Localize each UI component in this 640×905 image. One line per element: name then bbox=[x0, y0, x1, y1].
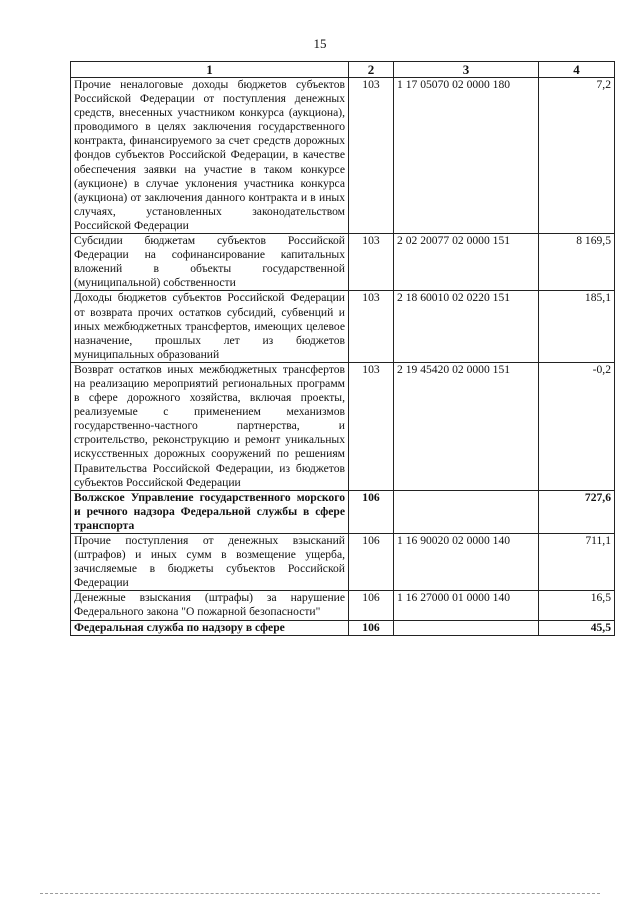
amount: 711,1 bbox=[539, 534, 615, 591]
revenue-name: Денежные взыскания (штрафы) за нарушение Федерального закона "О пожарной безопасности" bbox=[71, 591, 349, 620]
admin-code: 103 bbox=[349, 291, 394, 362]
admin-code: 106 bbox=[349, 620, 394, 635]
column-header-2: 2 bbox=[349, 62, 394, 78]
amount: 45,5 bbox=[539, 620, 615, 635]
table-row bbox=[71, 591, 615, 620]
revenue-name: Субсидии бюджетам субъектов Российской Федерации на софинансирование капитальных вложений в объекты государственной (муниципальной) собственности bbox=[71, 234, 349, 291]
budget-classification-code: 2 02 20077 02 0000 151 bbox=[394, 234, 539, 291]
amount: -0,2 bbox=[539, 362, 615, 490]
scan-footer-rule bbox=[40, 893, 600, 894]
budget-classification-code bbox=[394, 490, 539, 533]
column-header-4: 4 bbox=[539, 62, 615, 78]
column-header-3: 3 bbox=[394, 62, 539, 78]
revenue-name: Возврат остатков иных межбюджетных трансфертов на реализацию мероприятий региональных программ в сфере дорожного хозяйства, включая проекты, реализуемые с применением механизмов государственно-частного партнерства, и строительство, реконструкцию и ремонт уникальных искусственных дорожных сооружений по решениям Правительства Российской Федерации, из бюджетов субъектов Российской Федерации bbox=[71, 362, 349, 490]
revenue-name: Федеральная служба по надзору в сфере bbox=[71, 620, 349, 635]
admin-code: 103 bbox=[349, 234, 394, 291]
page-number: 15 bbox=[313, 36, 327, 51]
budget-classification-code: 2 19 45420 02 0000 151 bbox=[394, 362, 539, 490]
table-row bbox=[71, 362, 615, 490]
budget-classification-code: 1 16 27000 01 0000 140 bbox=[394, 591, 539, 620]
budget-classification-code bbox=[394, 620, 539, 635]
table-row bbox=[71, 234, 615, 291]
table-row bbox=[71, 534, 615, 591]
budget-classification-code: 2 18 60010 02 0220 151 bbox=[394, 291, 539, 362]
table-row bbox=[71, 291, 615, 362]
admin-code: 106 bbox=[349, 490, 394, 533]
revenue-name: Волжское Управление государственного морского и речного надзора Федеральной службы в сфере транспорта bbox=[71, 490, 349, 533]
column-header-1: 1 bbox=[71, 62, 349, 78]
amount: 7,2 bbox=[539, 78, 615, 234]
revenue-name: Доходы бюджетов субъектов Российской Федерации от возврата прочих остатков субсидий, субвенций и иных межбюджетных трансфертов, имеющих целевое назначение, прошлых лет из бюджетов муниципальных образований bbox=[71, 291, 349, 362]
revenue-table bbox=[70, 61, 615, 636]
admin-code: 103 bbox=[349, 78, 394, 234]
admin-code: 106 bbox=[349, 591, 394, 620]
table-row bbox=[71, 78, 615, 234]
admin-code: 103 bbox=[349, 362, 394, 490]
budget-classification-code: 1 17 05070 02 0000 180 bbox=[394, 78, 539, 234]
revenue-name: Прочие неналоговые доходы бюджетов субъектов Российской Федерации от поступления денежных средств, внесенных участником конкурса (аукциона), проводимого в целях заключения государственного контракта, финансируемого за счет средств дорожных фондов субъектов Российской Федерации, в качестве обеспечения заявки на участие в таком конкурсе (аукционе) в случае уклонения участника конкурса (аукциона) от заключения данного контракта и в иных случаях, установленных законодательством Российской Федерации bbox=[71, 78, 349, 234]
budget-classification-code: 1 16 90020 02 0000 140 bbox=[394, 534, 539, 591]
table-row bbox=[71, 620, 615, 635]
amount: 16,5 bbox=[539, 591, 615, 620]
table-row bbox=[71, 490, 615, 533]
amount: 727,6 bbox=[539, 490, 615, 533]
amount: 185,1 bbox=[539, 291, 615, 362]
table-header-row bbox=[71, 62, 615, 78]
revenue-name: Прочие поступления от денежных взысканий (штрафов) и иных сумм в возмещение ущерба, зачисляемые в бюджеты субъектов Российской Федерации bbox=[71, 534, 349, 591]
amount: 8 169,5 bbox=[539, 234, 615, 291]
admin-code: 106 bbox=[349, 534, 394, 591]
